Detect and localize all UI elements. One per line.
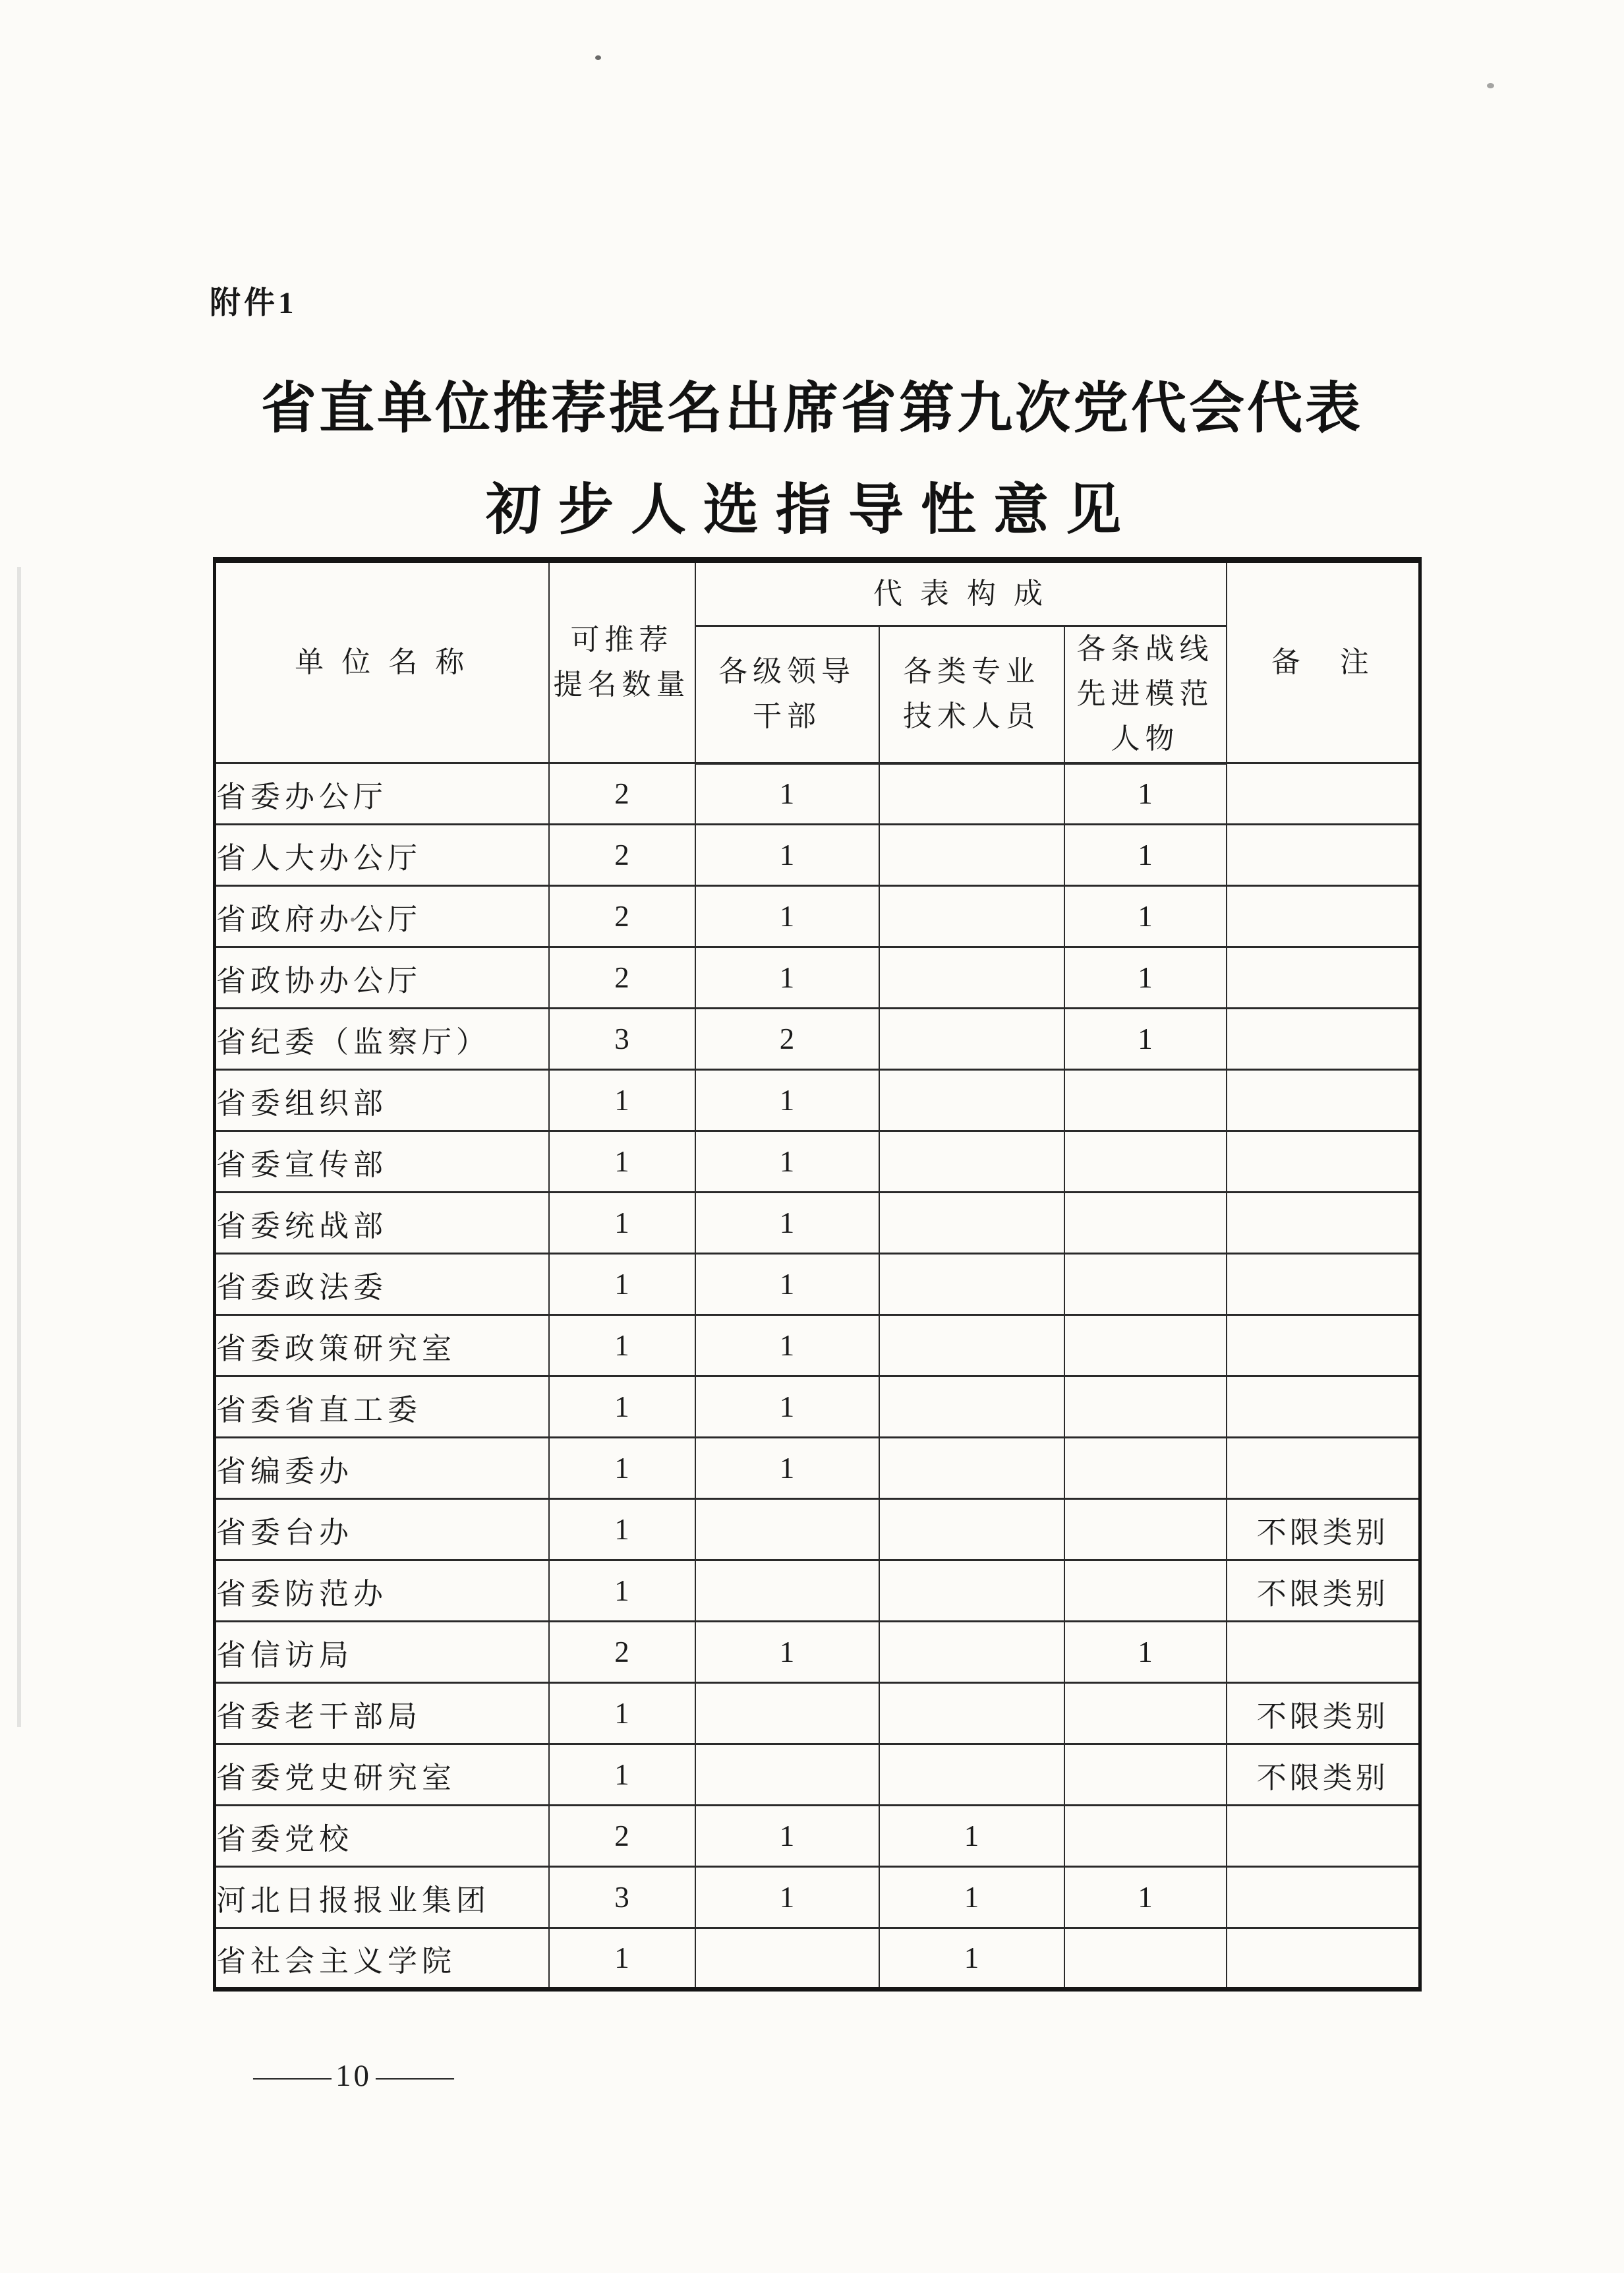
professional-technical-cell <box>879 1009 1064 1070</box>
remarks-cell <box>1227 1622 1420 1683</box>
model-figures-cell <box>1064 1806 1227 1867</box>
table-row <box>215 1622 1420 1683</box>
quota-cell: 1 <box>549 1560 695 1622</box>
model-figures-cell: 1 <box>1064 886 1227 947</box>
unit-name-cell: 省委党史研究室 <box>215 1744 549 1806</box>
scan-speck <box>595 55 601 60</box>
model-figures-cell: 1 <box>1064 947 1227 1009</box>
quota-cell: 1 <box>549 1438 695 1499</box>
quota-cell: 3 <box>549 1009 695 1070</box>
unit-name-cell: 省政府办公厅 <box>215 886 549 947</box>
model-figures-cell <box>1064 1193 1227 1254</box>
table-row <box>215 763 1420 825</box>
model-figures-cell <box>1064 1438 1227 1499</box>
unit-name-cell: 省委党校 <box>215 1806 549 1867</box>
footer-left-dash: — <box>253 2059 332 2093</box>
table-row <box>215 886 1420 947</box>
model-figures-cell: 1 <box>1064 825 1227 886</box>
unit-name-cell: 河北日报报业集团 <box>215 1867 549 1928</box>
remarks-cell <box>1227 1131 1420 1193</box>
column-header-composition-group <box>695 560 1227 626</box>
remarks-cell <box>1227 1193 1420 1254</box>
model-figures-cell <box>1064 1315 1227 1376</box>
professional-technical-cell <box>879 947 1064 1009</box>
remarks-cell <box>1227 1315 1420 1376</box>
document-title-line2: 初步人选指导性意见 <box>485 480 1138 541</box>
leading-cadres-cell: 1 <box>695 1376 879 1438</box>
header-label: 人物 <box>1111 723 1180 755</box>
header-label: 提名数量 <box>553 668 691 701</box>
leading-cadres-cell: 1 <box>695 1867 879 1928</box>
professional-technical-cell <box>879 1193 1064 1254</box>
model-figures-cell: 1 <box>1064 1009 1227 1070</box>
header-label: 干部 <box>753 700 821 733</box>
model-figures-cell <box>1064 1131 1227 1193</box>
model-figures-cell <box>1064 1560 1227 1622</box>
unit-name-cell: 省委老干部局 <box>215 1683 549 1744</box>
table-row <box>215 1254 1420 1315</box>
unit-name-cell: 省委宣传部 <box>215 1131 549 1193</box>
header-label: 技术人员 <box>903 700 1040 733</box>
table-row <box>215 1376 1420 1438</box>
professional-technical-cell <box>879 1499 1064 1560</box>
unit-name-cell: 省委办公厅 <box>215 763 549 825</box>
leading-cadres-cell: 1 <box>695 1070 879 1131</box>
model-figures-cell <box>1064 1499 1227 1560</box>
column-header-leading-cadres <box>695 626 879 763</box>
remarks-cell <box>1227 1806 1420 1867</box>
column-header-unit-name <box>215 560 549 763</box>
professional-technical-cell <box>879 1376 1064 1438</box>
remarks-cell <box>1227 1376 1420 1438</box>
unit-name-cell: 省委台办 <box>215 1499 549 1560</box>
model-figures-cell <box>1064 1254 1227 1315</box>
column-header-model-figures <box>1064 626 1227 763</box>
leading-cadres-cell: 1 <box>695 1131 879 1193</box>
professional-technical-cell <box>879 763 1064 825</box>
model-figures-cell: 1 <box>1064 1867 1227 1928</box>
model-figures-cell: 1 <box>1064 763 1227 825</box>
page-number: 10 <box>335 2059 372 2093</box>
leading-cadres-cell: 1 <box>695 947 879 1009</box>
professional-technical-cell: 1 <box>879 1928 1064 1990</box>
professional-technical-cell <box>879 1315 1064 1376</box>
table-row <box>215 1438 1420 1499</box>
table-row <box>215 1193 1420 1254</box>
attachment-label: 附件1 <box>210 286 297 320</box>
professional-technical-cell: 1 <box>879 1806 1064 1867</box>
leading-cadres-cell: 1 <box>695 825 879 886</box>
remarks-cell: 不限类别 <box>1227 1744 1420 1806</box>
quota-cell: 1 <box>549 1315 695 1376</box>
table-row <box>215 1070 1420 1131</box>
leading-cadres-cell: 1 <box>695 1254 879 1315</box>
quota-cell: 1 <box>549 1683 695 1744</box>
remarks-cell <box>1227 947 1420 1009</box>
remarks-cell <box>1227 1928 1420 1990</box>
unit-name-cell: 省委政策研究室 <box>215 1315 549 1376</box>
leading-cadres-cell: 1 <box>695 1315 879 1376</box>
page-footer <box>249 2058 458 2094</box>
quota-cell: 2 <box>549 763 695 825</box>
professional-technical-cell <box>879 1254 1064 1315</box>
quota-cell: 3 <box>549 1867 695 1928</box>
remarks-cell <box>1227 763 1420 825</box>
header-label: 可推荐 <box>570 623 674 656</box>
header-row-1 <box>215 560 1420 626</box>
header-label: 各条战线 <box>1076 633 1214 665</box>
unit-name-cell: 省纪委（监察厅） <box>215 1009 549 1070</box>
quota-cell: 1 <box>549 1744 695 1806</box>
table-row <box>215 1560 1420 1622</box>
remarks-cell <box>1227 886 1420 947</box>
professional-technical-cell <box>879 1438 1064 1499</box>
quota-cell: 1 <box>549 1499 695 1560</box>
header-label: 各类专业 <box>903 655 1040 688</box>
unit-name-cell: 省委政法委 <box>215 1254 549 1315</box>
leading-cadres-cell <box>695 1683 879 1744</box>
quota-cell: 1 <box>549 1928 695 1990</box>
leading-cadres-cell: 1 <box>695 886 879 947</box>
professional-technical-cell <box>879 886 1064 947</box>
quota-cell: 2 <box>549 1806 695 1867</box>
remarks-cell <box>1227 1009 1420 1070</box>
quota-cell: 1 <box>549 1131 695 1193</box>
table-row <box>215 1806 1420 1867</box>
leading-cadres-cell <box>695 1744 879 1806</box>
unit-name-cell: 省委统战部 <box>215 1193 549 1254</box>
remarks-cell <box>1227 1867 1420 1928</box>
leading-cadres-cell <box>695 1499 879 1560</box>
header-label: 代 表 构 成 <box>873 577 1048 610</box>
quota-cell: 2 <box>549 825 695 886</box>
unit-name-cell: 省委省直工委 <box>215 1376 549 1438</box>
table-row <box>215 1315 1420 1376</box>
unit-name-cell: 省社会主义学院 <box>215 1928 549 1990</box>
leading-cadres-cell: 2 <box>695 1009 879 1070</box>
model-figures-cell <box>1064 1744 1227 1806</box>
table-row <box>215 1867 1420 1928</box>
model-figures-cell <box>1064 1376 1227 1438</box>
header-label: 备 注 <box>1271 645 1374 678</box>
professional-technical-cell <box>879 1131 1064 1193</box>
quota-cell: 1 <box>549 1070 695 1131</box>
leading-cadres-cell <box>695 1560 879 1622</box>
leading-cadres-cell: 1 <box>695 763 879 825</box>
column-header-remarks <box>1227 560 1420 763</box>
scan-edge-artifact <box>17 567 21 1727</box>
table-row <box>215 1131 1420 1193</box>
unit-name-cell: 省人大办公厅 <box>215 825 549 886</box>
remarks-cell: 不限类别 <box>1227 1560 1420 1622</box>
remarks-cell: 不限类别 <box>1227 1499 1420 1560</box>
quota-cell: 2 <box>549 886 695 947</box>
leading-cadres-cell: 1 <box>695 1193 879 1254</box>
table-row <box>215 825 1420 886</box>
table-row <box>215 1499 1420 1560</box>
header-label: 各级领导 <box>718 655 856 688</box>
unit-name-cell: 省委防范办 <box>215 1560 549 1622</box>
remarks-cell <box>1227 1254 1420 1315</box>
table-row <box>215 947 1420 1009</box>
table-row <box>215 1928 1420 1990</box>
model-figures-cell: 1 <box>1064 1622 1227 1683</box>
table-row <box>215 1683 1420 1744</box>
quota-cell: 2 <box>549 1622 695 1683</box>
column-header-quota <box>549 560 695 763</box>
model-figures-cell <box>1064 1070 1227 1131</box>
professional-technical-cell <box>879 825 1064 886</box>
model-figures-cell <box>1064 1683 1227 1744</box>
header-label: 单 位 名 称 <box>295 645 470 678</box>
remarks-cell <box>1227 1070 1420 1131</box>
professional-technical-cell <box>879 1744 1064 1806</box>
table-row <box>215 1009 1420 1070</box>
document-title-line1: 省直单位推荐提名出席省第九次党代会代表 <box>260 378 1363 440</box>
unit-name-cell: 省编委办 <box>215 1438 549 1499</box>
unit-name-cell: 省委组织部 <box>215 1070 549 1131</box>
quota-cell: 1 <box>549 1193 695 1254</box>
professional-technical-cell <box>879 1070 1064 1131</box>
column-header-professional-technical <box>879 626 1064 763</box>
footer-right-dash: — <box>376 2059 454 2093</box>
quota-table <box>213 557 1422 1992</box>
header-label: 先进模范 <box>1076 678 1214 711</box>
quota-cell: 2 <box>549 947 695 1009</box>
leading-cadres-cell: 1 <box>695 1622 879 1683</box>
professional-technical-cell: 1 <box>879 1867 1064 1928</box>
table-row <box>215 1744 1420 1806</box>
leading-cadres-cell: 1 <box>695 1806 879 1867</box>
professional-technical-cell <box>879 1560 1064 1622</box>
remarks-cell <box>1227 1438 1420 1499</box>
quota-cell: 1 <box>549 1376 695 1438</box>
unit-name-cell: 省政协办公厅 <box>215 947 549 1009</box>
leading-cadres-cell <box>695 1928 879 1990</box>
unit-name-cell: 省信访局 <box>215 1622 549 1683</box>
remarks-cell: 不限类别 <box>1227 1683 1420 1744</box>
professional-technical-cell <box>879 1622 1064 1683</box>
model-figures-cell <box>1064 1928 1227 1990</box>
remarks-cell <box>1227 825 1420 886</box>
scan-speck <box>1487 83 1494 88</box>
professional-technical-cell <box>879 1683 1064 1744</box>
quota-cell: 1 <box>549 1254 695 1315</box>
leading-cadres-cell: 1 <box>695 1438 879 1499</box>
